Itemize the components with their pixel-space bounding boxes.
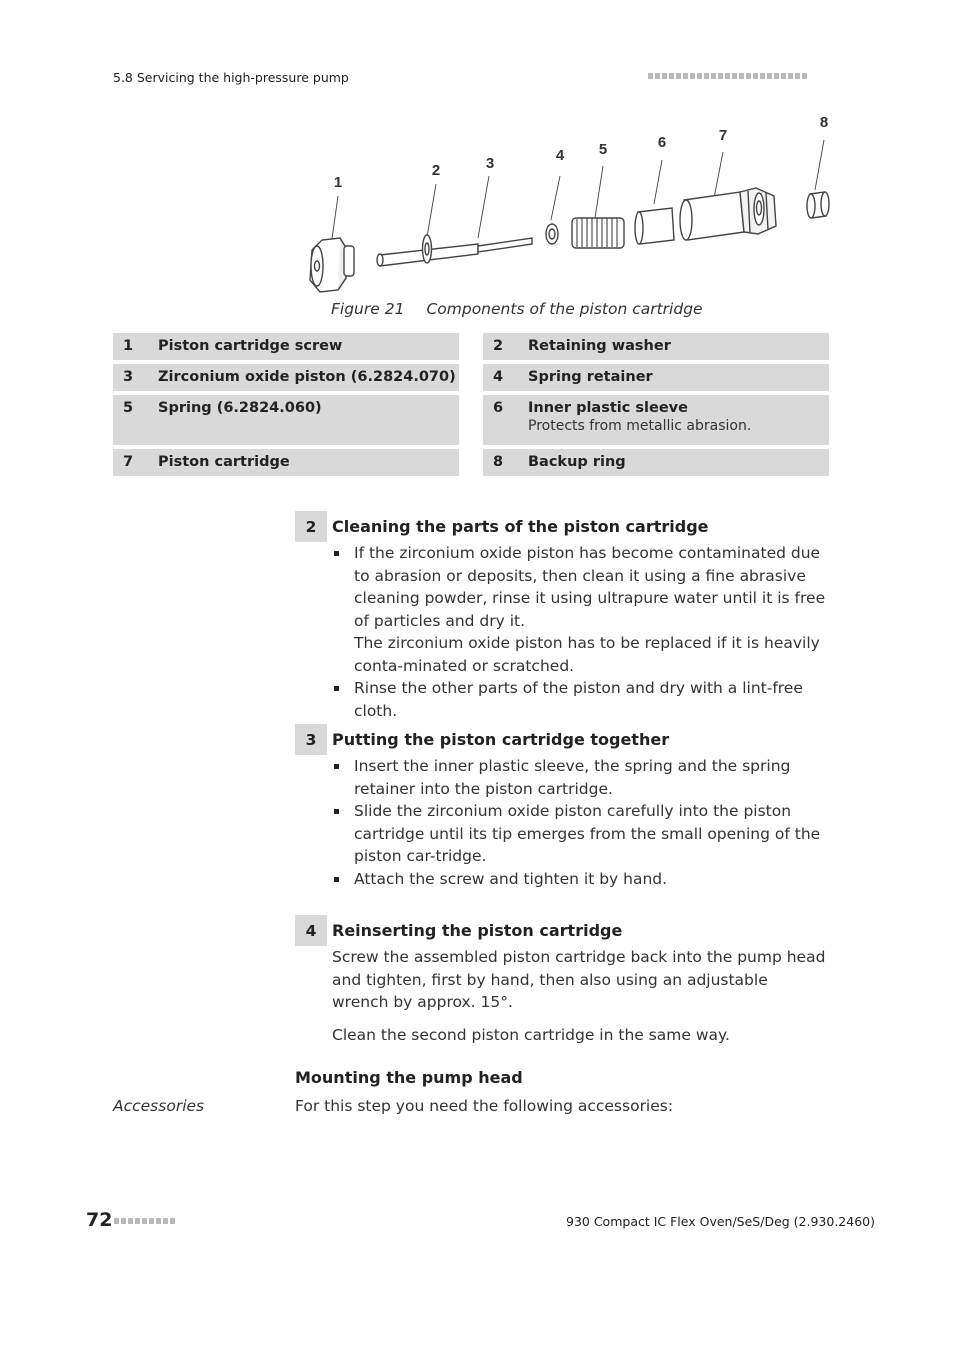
step-title: Reinserting the piston cartridge <box>332 921 623 940</box>
legend-number: 5 <box>123 400 134 416</box>
legend-row <box>113 395 829 445</box>
step-number: 4 <box>295 915 327 946</box>
legend-number: 1 <box>123 338 134 354</box>
step-reinserting <box>295 915 829 1046</box>
list-item: Rinse the other parts of the piston and dry with a lint-free cloth. <box>332 677 829 722</box>
running-header: 5.8 Servicing the high-pressure pump <box>113 70 349 85</box>
step-bullet-list <box>332 755 829 890</box>
figure-label-1: 1 <box>333 174 343 191</box>
step-assembling <box>295 724 829 890</box>
legend-item <box>113 449 459 476</box>
figure-caption-text: Components of the piston cartridge <box>426 300 703 318</box>
piston-cartridge-figure <box>300 108 840 298</box>
legend-number: 3 <box>123 369 134 385</box>
legend-item <box>483 395 829 445</box>
legend-item <box>113 333 459 360</box>
legend-title: Backup ring <box>528 454 626 470</box>
legend-row <box>113 333 829 360</box>
accessories-text: For this step you need the following accessories: <box>295 1097 674 1115</box>
figure-caption-label: Figure 21 <box>331 300 405 318</box>
step-title: Putting the piston cartridge together <box>332 730 670 749</box>
figure-label-7: 7 <box>718 127 728 144</box>
legend-title: Retaining washer <box>528 338 671 354</box>
legend-title: Inner plastic sleeve <box>528 400 688 416</box>
step-paragraph: Clean the second piston cartridge in the same way. <box>332 1025 730 1044</box>
legend-item <box>113 395 459 445</box>
list-item: Attach the screw and tighten it by hand. <box>332 868 829 891</box>
section-heading: Mounting the pump head <box>295 1068 523 1087</box>
figure-label-3: 3 <box>485 155 495 172</box>
legend-description: Protects from metallic abrasion. <box>528 418 752 434</box>
step-number: 3 <box>295 724 327 755</box>
legend-table <box>113 333 829 480</box>
step-bullet-list <box>332 542 829 722</box>
legend-number: 8 <box>493 454 504 470</box>
list-item <box>332 542 829 677</box>
figure-caption <box>331 300 703 318</box>
bullet-text: If the zirconium oxide piston has become contaminated due to abrasion or deposits, then clean it using a fine abrasive cleaning powder, rinse it using ultrapure water until it is free of particles and dry it. <box>354 544 826 630</box>
step-number: 2 <box>295 511 327 542</box>
figure-label-8: 8 <box>819 114 829 131</box>
legend-title: Piston cartridge <box>158 454 290 470</box>
list-item: Insert the inner plastic sleeve, the spring and the spring retainer into the piston cartridge. <box>332 755 829 800</box>
figure-label-5: 5 <box>598 141 608 158</box>
legend-title: Zirconium oxide piston (6.2824.070) <box>158 369 456 385</box>
figure-label-4: 4 <box>555 147 565 164</box>
header-decoration <box>648 73 807 79</box>
legend-item <box>483 333 829 360</box>
step-paragraph: Screw the assembled piston cartridge back into the pump head and tighten, first by hand, then also using an adjustable wrench by approx. 15°. <box>332 948 826 1011</box>
step-title: Cleaning the parts of the piston cartridge <box>332 517 709 536</box>
page-number: 72 <box>86 1209 113 1231</box>
legend-item <box>483 364 829 391</box>
footer-decoration <box>114 1218 175 1224</box>
legend-title: Spring retainer <box>528 369 653 385</box>
legend-title: Piston cartridge screw <box>158 338 343 354</box>
legend-row <box>113 449 829 476</box>
figure-label-6: 6 <box>657 134 667 151</box>
legend-number: 2 <box>493 338 504 354</box>
bullet-note: The zirconium oxide piston has to be replaced if it is heavily conta-minated or scratched. <box>354 634 820 675</box>
step-cleaning <box>295 511 829 722</box>
legend-item <box>483 449 829 476</box>
figure-label-2: 2 <box>431 162 441 179</box>
legend-number: 7 <box>123 454 134 470</box>
legend-row <box>113 364 829 391</box>
list-item: Slide the zirconium oxide piston carefully into the piston cartridge until its tip emerges from the small opening of the piston car-tridge. <box>332 800 829 868</box>
legend-item <box>113 364 459 391</box>
legend-number: 4 <box>493 369 504 385</box>
margin-label: Accessories <box>113 1097 205 1115</box>
legend-title: Spring (6.2824.060) <box>158 400 322 416</box>
legend-number: 6 <box>493 400 504 416</box>
footer-product: 930 Compact IC Flex Oven/SeS/Deg (2.930.2460) <box>566 1214 875 1229</box>
